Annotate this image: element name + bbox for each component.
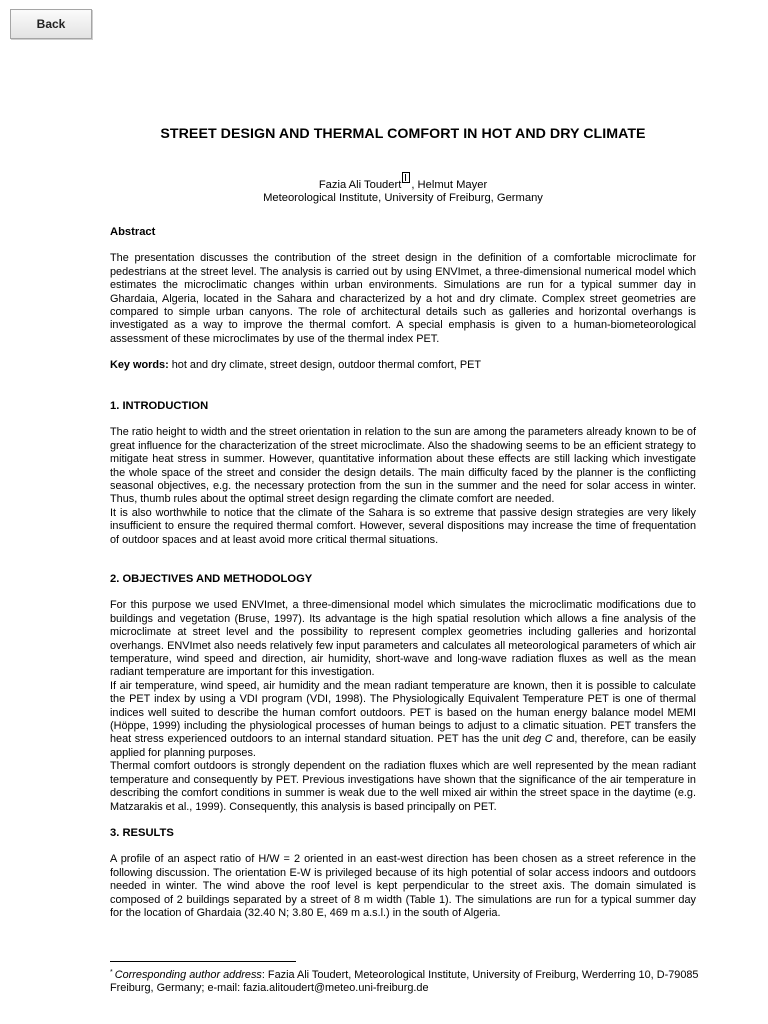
keywords-text: hot and dry climate, street design, outdoor thermal comfort, PET — [168, 359, 482, 371]
footnote-reference-icon — [402, 172, 410, 183]
keywords-line — [110, 359, 696, 372]
keywords-section — [110, 359, 696, 372]
footnote-mark: * — [110, 969, 113, 976]
results-heading: 3. RESULTS — [110, 827, 174, 839]
introduction-section — [110, 400, 696, 547]
objectives-paragraph-1: For this purpose we used ENVImet, a three-dimensional model which simulates the microclimatic modifications due to buildings and vegetation (Bruse, 1997). Its advantage is the high spatial resolution which allows a fine analysis of the microclimate at street level and the possibility to represent complex geometries including galleries and horizontal overhangs. ENVImet also needs relatively few input parameters and calculates all meteorological parameters of which air temperature, wind speed and direction, air humidity, short-wave and long-wave radiation fluxes as well as the mean radiant temperature are important for this investigation. — [110, 599, 696, 679]
objectives-paragraph-2-text-end: and, therefore, can be easily applied for planning purposes. — [110, 733, 697, 759]
author-name: Fazia Ali Toudert — [318, 179, 402, 191]
objectives-heading: 2. OBJECTIVES AND METHODOLOGY — [110, 573, 313, 585]
unit-deg-c: deg C — [522, 733, 553, 746]
objectives-section — [110, 573, 696, 814]
affiliation: Meteorological Institute, University of Freiburg, Germany — [263, 192, 543, 205]
objectives-paragraph-3: Thermal comfort outdoors is strongly dependent on the radiation fluxes which are well represented by the mean radiant temperature and consequently by PET. Previous investigations have shown that the significance of the air temperature in describing the comfort conditions in summer is weak due to the well mixed air within the street space in the daytime (e.g. Matzarakis et al., 1999). Consequently, this analysis is based principally on PET. — [110, 760, 696, 813]
footnote — [110, 966, 700, 996]
objectives-paragraph-2 — [110, 680, 696, 760]
introduction-paragraph-2: It is also worthwhile to notice that the climate of the Sahara is so extreme that passive design strategies are very likely insufficient to ensure the required thermal comfort. However, several dispositions may increase the time of frequentation of outdoor spaces and at least avoid more critical thermal situations. — [110, 506, 696, 546]
author-block — [110, 172, 696, 206]
footnote-divider — [110, 961, 296, 962]
introduction-heading: 1. INTRODUCTION — [110, 400, 209, 412]
introduction-paragraph-1: The ratio height to width and the street orientation in relation to the sun are among the parameters already known to be of great influence for the characterization of the street microclimate. Also the shadowing seems to be an efficient strategy to mitigate heat stress in summer. However, quantitative information about these effects are still lacking which investigate the whole space of the street and consider the design details. The main difficulty faced by the planner is the conflicting seasonal objectives, e.g. the necessary protection from the sun in the summer and the need for solar access in winter. Thus, thumb rules about the optimal street design regarding the climate comfort are needed. — [110, 426, 696, 506]
results-section — [110, 827, 696, 920]
abstract-section — [110, 226, 696, 346]
coauthor-name: , Helmut Mayer — [411, 179, 488, 191]
objectives-paragraph-2-text: If air temperature, wind speed, air humidity and the mean radiant temperature are known, then it is possible to calculate the PET index by using a VDI program (VDI, 1998). The Physiologically Equivalent Temperature PET is one of thermal indices well suited to describe the human comfort outdoors. PET is based on the human energy balance model MEMI (Höppe, 1999) including the physiological processes of human beings to adjust to a climatic situation. PET transfers the heat stress experienced outdoors to an internal standard situation. PET has the unit — [110, 679, 696, 746]
results-paragraph-1: A profile of an aspect ratio of H/W = 2 oriented in an east-west direction has been chosen as a street reference in the following discussion. The orientation E-W is privileged because of its high potential of solar access indoors and outdoors needed in winter. The wind above the roof level is kept perpendicular to the street axis. The domain simulated is composed of 2 buildings separated by a street of 8 m width (Table 1). The simulations are run for a typical summer day for the location of Ghardaia (32.40 N; 3.80 E, 469 m a.s.l.) in the south of Algeria. — [110, 853, 696, 920]
footnote-label: Corresponding author address — [114, 969, 262, 981]
back-button[interactable]: Back — [10, 9, 92, 39]
abstract-text: The presentation discusses the contribution of the street design in the definition of a comfortable microclimate for pedestrians at the street level. The analysis is carried out by using ENVImet, a three-dimensional numerical model which estimates the microclimatic changes within urban environments. Simulations are run for a typical summer day in Ghardaia, Algeria, located in the Sahara and characterized by a hot and dry climate. Complex street geometries are compared to simple urban canyons. The role of architectural details such as galleries and horizontal overhangs is investigated as a way to improve the thermal comfort. A special emphasis is given to a human-biometeorological assessment of these microclimates by use of the thermal index PET. — [110, 252, 696, 345]
keywords-label: Key words: — [110, 359, 169, 371]
paper-title: STREET DESIGN AND THERMAL COMFORT IN HOT AND DRY CLIMATE — [160, 126, 646, 142]
footnote-text: : Fazia Ali Toudert, Meteorological Institute, University of Freiburg, Werderring 10, D-79085 Freiburg, Germany; e-mail: fazia.alitoudert@meteo.uni-freiburg.de — [110, 969, 699, 995]
author-line — [110, 172, 696, 192]
abstract-heading: Abstract — [110, 226, 156, 238]
